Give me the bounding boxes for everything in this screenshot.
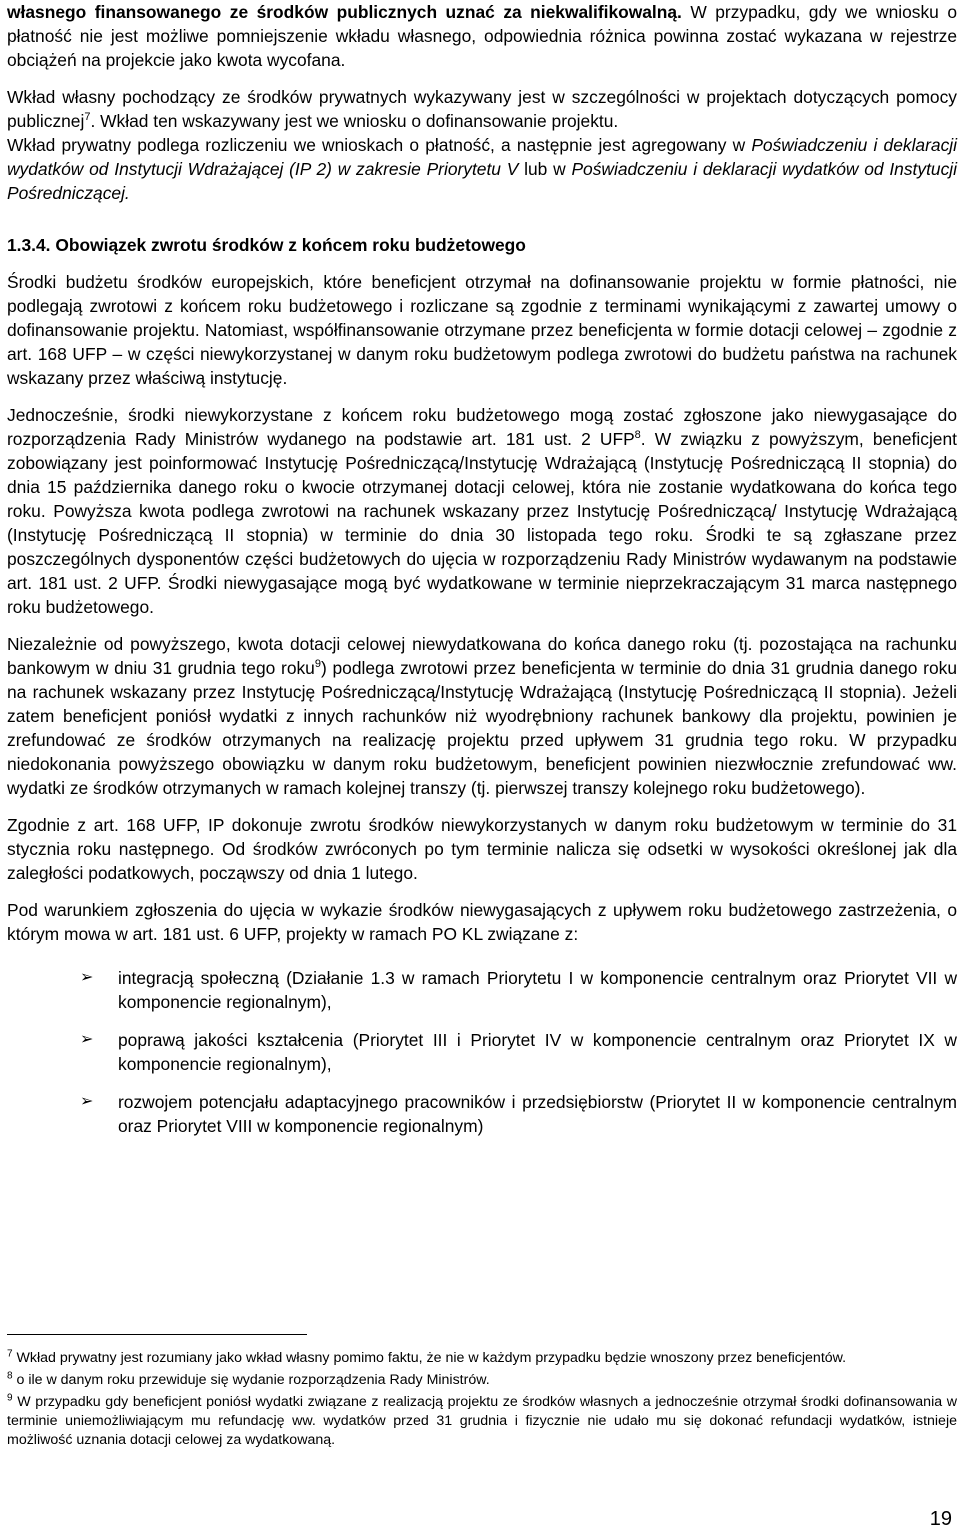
footnote-ref[interactable]: 8 (634, 429, 641, 442)
paragraph-private-settlement (7, 133, 957, 205)
paragraph-private-contribution (7, 85, 957, 133)
footnote-separator (7, 1334, 307, 1335)
footnote-text: Wkład prywatny jest rozumiany jako wkład własny pomimo faktu, że nie w każdym przypadku będzie wnoszony przez beneficjentów. (12, 1350, 847, 1366)
footnotes (7, 1349, 957, 1453)
paragraph-conditions: Pod warunkiem zgłoszenia do ujęcia w wykazie środków niewygasających z upływem roku budżetowego zastrzeżenia, o którym mowa w art. 181 ust. 6 UFP, projekty w ramach PO KL związane z: (7, 900, 957, 944)
list-item-text: integracją społeczną (Działanie 1.3 w ramach Priorytetu I w komponencie centralnym oraz Priorytet VII w komponencie regionalnym), (118, 968, 957, 1012)
paragraph-eu-funds: Środki budżetu środków europejskich, które beneficjent otrzymał na dofinansowanie projektu w formie płatności, nie podlegają zwrotowi z końcem roku budżetowego i rozliczane są zgodnie z terminami wynikającymi z zawartej umowy o dofinansowanie projektu. Natomiast, współfinansowanie otrzymane przez beneficjenta w formie dotacji celowej – zgodnie z art. 168 UFP – w części niewykorzystanej w danym roku budżetowym podlega zwrotowi do budżetu państwa na rachunek wskazany przez właściwą instytucję. (7, 272, 957, 388)
footnote-number: 8 (7, 1370, 13, 1382)
paragraph-unexpired-funds (7, 403, 957, 619)
footnote (7, 1371, 957, 1390)
list-item-text: rozwojem potencjału adaptacyjnego pracowników i przedsiębiorstw (Priorytet II w komponencie centralnym oraz Priorytet VIII w komponencie regionalnym) (118, 1092, 957, 1136)
project-list (7, 966, 957, 1138)
paragraph-continuation (7, 0, 957, 72)
footnote-number: 7 (7, 1348, 13, 1360)
footnote-text: o ile w danym roku przewiduje się wydanie rozporządzenia Rady Ministrów. (12, 1372, 490, 1388)
list-item (7, 1090, 957, 1138)
paragraph-text: lub w (518, 159, 572, 179)
main-text (7, 0, 957, 1152)
list-item-text: poprawą jakości kształcenia (Priorytet III i Priorytet IV w komponencie centralnym oraz Priorytet IX w komponencie regionalnym), (118, 1030, 957, 1074)
page-number: 19 (929, 1508, 952, 1530)
italic-text: Poświadczeniu i deklaracji wydatków od Instytucji Pośredniczącej. (7, 159, 957, 203)
footnote-ref[interactable]: 7 (84, 111, 91, 124)
footnote-number: 9 (7, 1392, 13, 1404)
italic-text: Poświadczeniu i deklaracji wydatków od Instytucji Wdrażającej (IP 2) w zakresie Priorytetu V (7, 135, 957, 179)
paragraph-ip-return: Zgodnie z art. 168 UFP, IP dokonuje zwrotu środków niewykorzystanych w danym roku budżetowym w terminie do 31 stycznia roku następnego. Od środków zwróconych po tym terminie nalicza się odsetki w wysokości określonej jak dla zaległości podatkowych, począwszy od dnia 1 lutego. (7, 815, 957, 883)
paragraph-text: Niezależnie od powyższego, kwota dotacji celowej niewydatkowana do końca danego roku (tj. pozostająca na rachunku bankowym w dniu 31 grudnia tego roku (7, 634, 957, 678)
paragraph-text: . W związku z powyższym, beneficjent zobowiązany jest poinformować Instytucję Pośredniczącą/Instytucję Wdrażającą (Instytucję Pośredniczącą II stopnia) do dnia 15 października danego roku o kwocie otrzymanej dotacji celowej, która nie zostanie wydatkowana do końca tego roku. Powyższa kwota podlega zwrotowi na rachunek wskazany przez Instytucję Pośredniczącą/ Instytucję Wdrażającą (Instytucję Pośredniczącą II stopnia) w terminie do dnia 30 listopada tego roku. Środki te są zgłaszane przez poszczególnych dysponentów części budżetowych do ujęcia w rozporządzeniu Rady Ministrów wydawanym na podstawie art. 181 ust. 2 UFP. Środki niewygasające mogą być wydatkowane w terminie nieprzekraczającym 31 marca następnego roku budżetowego. (7, 429, 957, 617)
arrow-bullet-icon: ➢ (80, 1093, 94, 1110)
paragraph-text: . Wkład ten wskazywany jest we wniosku o dofinansowanie projektu. (90, 111, 619, 131)
list-item (7, 966, 957, 1014)
footnote-text: W przypadku gdy beneficjent poniósł wydatki związane z realizacją projektu ze środków własnych a jednocześnie otrzymał środki dofinansowania w terminie uniemożliwiającym mu refundację ww. wydatków przed 31 grudnia i fizycznie nie udało mu się dokonać refundacji wydatków, istnieje możliwość uznania dotacji celowej za wydatkowaną. (7, 1394, 957, 1448)
paragraph-grant-return (7, 632, 957, 800)
paragraph-text: Wkład prywatny podlega rozliczeniu we wnioskach o płatność, a następnie jest agregowany w (7, 135, 752, 155)
paragraph-text: Wkład własny pochodzący ze środków prywatnych wykazywany jest w szczególności w projektach dotyczących pomocy publicznej (7, 87, 957, 131)
footnote-ref[interactable]: 9 (314, 658, 321, 671)
footnote (7, 1349, 957, 1368)
footnote (7, 1393, 957, 1450)
arrow-bullet-icon: ➢ (80, 1031, 94, 1048)
arrow-bullet-icon: ➢ (80, 969, 94, 986)
paragraph-text: W przypadku, gdy we wniosku o płatność nie jest możliwe pomniejszenie wkładu własnego, odpowiednia różnica powinna zostać wykazana w rejestrze obciążeń na projekcie jako kwota wycofana. (7, 2, 957, 70)
list-item (7, 1028, 957, 1076)
paragraph-text: Jednocześnie, środki niewykorzystane z końcem roku budżetowego mogą zostać zgłoszone jako niewygasające do rozporządzenia Rady Ministrów wydanego na podstawie art. 181 ust. 2 UFP (7, 405, 957, 449)
bold-text: własnego finansowanego ze środków publicznych uznać za niekwalifikowalną. (7, 2, 682, 22)
paragraph-text: ) podlega zwrotowi przez beneficjenta w terminie do dnia 31 grudnia danego roku na rachunek wskazany przez Instytucję Pośredniczącą/Instytucję Wdrażającą (Instytucję Pośredniczącą II stopnia). Jeżeli zatem beneficjent poniósł wydatki z innych rachunków niż wyodrębniony rachunek bankowy dla projektu, powinien je zrefundować ze środków otrzymanych na realizację projektu przed upływem 31 grudnia tego roku. W przypadku niedokonania powyższego obowiązku w danym roku budżetowym, beneficjent powinien niezwłocznie zrefundować ww. wydatki ze środków otrzymanych w ramach kolejnej transzy (tj. pierwszej transzy kolejnego roku budżetowego). (7, 658, 957, 798)
section-heading: 1.3.4. Obowiązek zwrotu środków z końcem roku budżetowego (7, 235, 526, 255)
